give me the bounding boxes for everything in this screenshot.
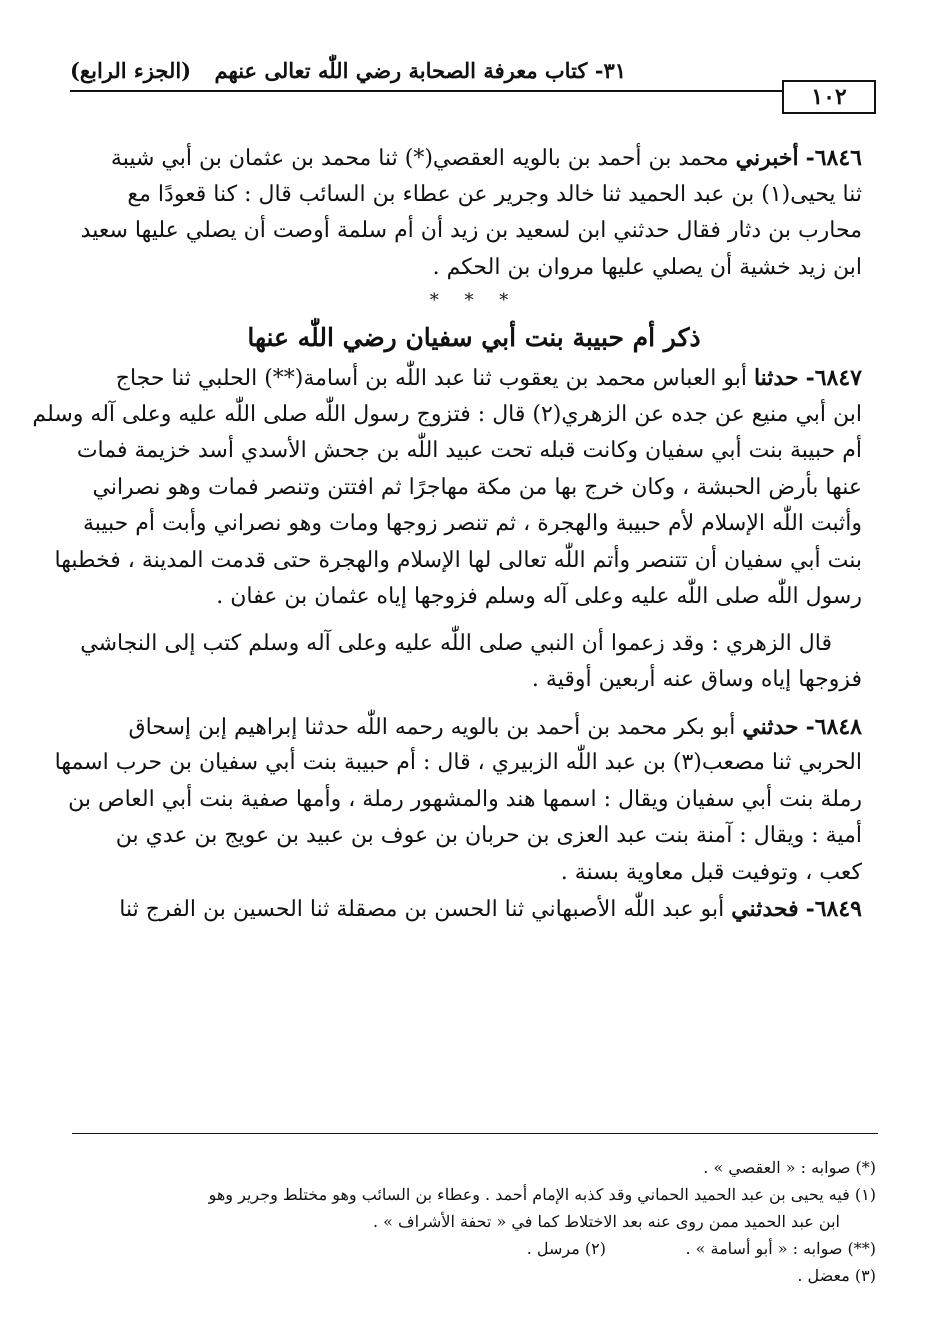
footnotes <box>72 1154 876 1289</box>
footnote-3: (٣) معضل . <box>797 1266 876 1285</box>
line-text: أبو بكر محمد بن أحمد بن بالويه رحمه اللّٰه حدثنا إبراهيم إبن إسحاق <box>128 714 736 740</box>
hadith-6847-line-7: رسول اللّٰه صلى اللّٰه عليه وعلى آله وسلم فزوجها إياه عثمان بن عفان . <box>216 584 862 609</box>
hadith-keyword: حدثني <box>742 713 799 740</box>
hadith-number: ٦٨٤٦- <box>805 145 862 171</box>
footnote-1-continued: ابن عبد الحميد ممن روى عنه بعد الاختلاط كما في « تحفة الأشراف » . <box>373 1212 840 1231</box>
hadith-6848-line-5: كعب ، وتوفيت قبل معاوية بسنة . <box>560 859 862 885</box>
hadith-6847-line-1 <box>86 360 862 397</box>
hadith-6847-line-4: عنها بأرض الحبشة ، وكان خرج بها من مكة مهاجرًا ثم افتتن وتنصر فمات وهو نصراني <box>92 474 862 500</box>
footnote-row <box>72 1235 876 1262</box>
hadith-6847-line-2: ابن أبي منيع عن جده عن الزهري(٢) قال : فتزوج رسول اللّٰه صلى اللّٰه عليه وعلى آله وسلم <box>32 401 862 427</box>
hadith-6846-line-4: ابن زيد خشية أن يصلي عليها مروان بن الحكم . <box>432 254 862 280</box>
footnote-rule <box>72 1133 878 1134</box>
page-number: ١٠٢ <box>782 80 876 114</box>
section-heading: ذكر أم حبيبة بنت أبي سفيان رضي اللّٰه عنها <box>247 323 701 352</box>
hadith-6848-line-4: أمية : ويقال : آمنة بنت عبد العزى بن حربان بن عوف بن عبيد بن عويج بن عدي بن <box>115 823 862 848</box>
section-separator: * * * <box>429 290 519 311</box>
zuhri-line-1: قال الزهري : وقد زعموا أن النبي صلى اللّٰه عليه وعلى آله وسلم كتب إلى النجاشي <box>80 630 832 656</box>
line-text: محمد بن أحمد بن بالويه العقصي(*) ثنا محمد بن عثمان بن أبي شيبة <box>110 146 729 171</box>
footnote-star: (*) صوابه : « العقصي » . <box>703 1158 876 1177</box>
footnote-2: (٢) مرسل . <box>526 1239 606 1258</box>
footnote-1: (١) فيه يحيى بن عبد الحميد الحماني وقد كذبه الإمام أحمد . وعطاء بن السائب وهو مختلط وجرير وهو <box>208 1185 876 1204</box>
hadith-6847-line-5: وأثبت اللّٰه الإسلام لأم حبيبة والهجرة ، ثم تنصر زوجها ومات وهو نصراني وأبت أم حبيبة <box>82 511 862 536</box>
hadith-keyword: حدثنا <box>753 365 799 391</box>
hadith-number: ٦٨٤٧- <box>805 365 862 391</box>
hadith-6847-line-3: أم حبيبة بنت أبي سفيان وكانت قبله تحت عبيد اللّٰه بن جحش الأسدي أسد خزيمة فمات <box>76 438 862 463</box>
main-text <box>32 140 862 928</box>
line-text: أبو عبد اللّٰه الأصبهاني ثنا الحسن بن مصقلة ثنا الحسين بن الفرج ثنا <box>119 897 725 922</box>
hadith-6846-line-3: محارب بن دثار فقال حدثني ابن لسعيد بن زيد أن أم سلمة أوصت أن يصلي عليها سعيد <box>80 218 862 243</box>
header-volume: (الجزء الرابع) <box>70 58 192 83</box>
header-title: ٣١- كتاب معرفة الصحابة رضي اللّٰه تعالى عنهم <box>214 58 626 83</box>
hadith-keyword: أخبرني <box>735 145 799 171</box>
hadith-6847-line-6: بنت أبي سفيان أن تتنصر وأتم اللّٰه تعالى لها الإسلام والهجرة حتى قدمت المدينة ، فخطبها <box>54 547 862 573</box>
hadith-number: ٦٨٤٩- <box>805 896 862 922</box>
zuhri-line-2: فزوجها إياه وساق عنه أربعين أوقية . <box>531 667 862 692</box>
hadith-6848-line-1 <box>86 709 862 746</box>
header-rule <box>70 90 782 92</box>
line-text: أبو العباس محمد بن يعقوب ثنا عبد اللّٰه بن أسامة(**) الحلبي ثنا حجاج <box>115 366 747 391</box>
hadith-6848-line-3: رملة بنت أبي سفيان ويقال : اسمها هند والمشهور رملة ، وأمها صفية بنت أبي العاص بن <box>68 786 862 812</box>
hadith-number: ٦٨٤٨- <box>805 713 862 740</box>
hadith-6849-line-1 <box>86 891 862 928</box>
hadith-6848-line-2: الحربي ثنا مصعب(٣) بن عبد اللّٰه الزبيري ، قال : أم حبيبة بنت أبي سفيان بن حرب اسمها <box>54 750 862 775</box>
hadith-6846-line-2: ثنا يحيى(١) بن عبد الحميد ثنا خالد وجرير عن عطاء بن السائب قال : كنا قعودًا مع <box>127 181 862 207</box>
footnote-double-star: (**) صوابه : « أبو أسامة » . <box>685 1239 876 1258</box>
running-header <box>70 56 876 110</box>
hadith-keyword: فحدثني <box>731 896 799 922</box>
hadith-6846-line-1 <box>86 140 862 177</box>
